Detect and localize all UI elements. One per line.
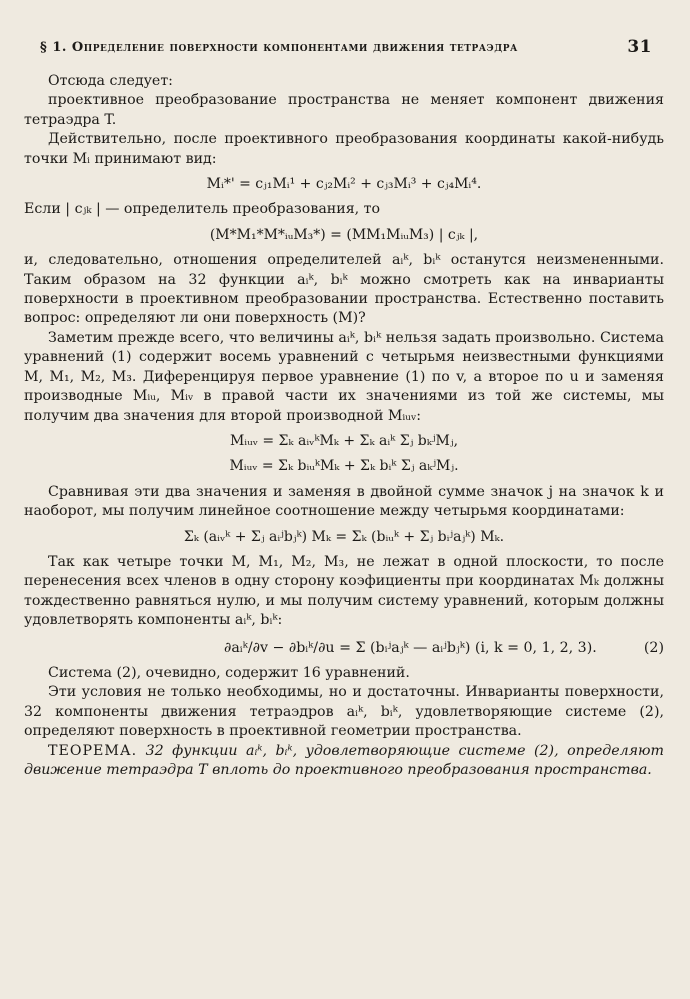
paragraph: Заметим прежде всего, что величины aᵢᵏ, bᵢᵏ нельзя задать произвольно. Система уравнений (1) содержит восемь уравнений с четырьмя неизвестными функциями M, M₁, M₂, M₃. Диференцируя первое уравнение (1) по v, а второе по u и заменяя производные Mᵢᵤ, Mᵢᵥ в правой части их значениями из той же системы, мы получим два значения для второй производной Mᵢᵤᵥ: — [24, 329, 664, 424]
numbered-equation — [24, 639, 664, 658]
paragraph: Отсюда следует: — [48, 73, 173, 89]
paragraph: Если | cⱼₖ | — определитель преобразования, то — [24, 201, 381, 218]
equation: ∂aᵢᵏ/∂v − ∂bᵢᵏ/∂u = Σ (bᵢʲaⱼᵏ — aᵢʲbⱼᵏ) (i, k = 0, 1, 2, 3). — [224, 639, 597, 656]
paragraph: Сравнивая эти два значения и заменяя в двойной сумме значок j на значок k и наоборот, мы получим линейное соотношение между четырьмя координатами: — [24, 483, 664, 520]
equation: Mᵢᵤᵥ = Σₖ aᵢᵥᵏMₖ + Σₖ aᵢᵏ Σⱼ bₖʲMⱼ, — [229, 432, 459, 449]
theorem-heading: ТЕОРЕМА. — [48, 742, 138, 759]
equation: Mᵢ*' = cⱼ₁Mᵢ¹ + cⱼ₂Mᵢ² + cⱼ₃Mᵢ³ + cⱼ₄Mᵢ⁴. — [206, 176, 482, 193]
paragraph: проективное преобразование пространства не меняет компонент движения тетраэдра T. — [24, 92, 664, 128]
header-title: § 1. Определение поверхности компонентами движения тетраэдра — [40, 40, 518, 55]
page-number: 31 — [627, 37, 652, 57]
paragraph: Система (2), очевидно, содержит 16 уравнений. — [48, 664, 410, 681]
equation: Σₖ (aᵢᵥᵏ + Σⱼ aᵢʲbⱼᵏ) Mₖ = Σₖ (bᵢᵤᵏ + Σⱼ bᵢʲaⱼᵏ) Mₖ. — [183, 528, 505, 545]
paragraph: Так как четыре точки M, M₁, M₂, M₃, не лежат в одной плоскости, то после перенесения всех членов в одну сторону коэфициенты при координатах Mₖ должны тождественно равняться нулю, и мы получим систему уравнений, которым должны удовлетворять компоненты aᵢᵏ, bᵢᵏ: — [24, 553, 664, 629]
theorem-statement: 32 функции aᵢᵏ, bᵢᵏ, удовлетворяющие системе (2), определяют движение тетраэдра T вплоть до проективного преобразования пространства. — [24, 742, 665, 778]
page-body — [24, 72, 664, 780]
equation-number: (2) — [643, 639, 664, 656]
paragraph: Действительно, после проективного преобразования координаты какой-нибудь точки Mᵢ принимают вид: — [24, 131, 664, 167]
theorem — [24, 742, 664, 781]
paragraph: и, следовательно, отношения определителей aᵢᵏ, bᵢᵏ останутся неизмененными. Таким образом на 32 функции aᵢᵏ, bᵢᵏ можно смотреть как на инварианты поверхности в проективном преобразовании пространства. Естественно поставить вопрос: определяют ли они поверхность (M)? — [24, 252, 664, 327]
equation: (M*M₁*M*ᵢᵤM₃*) = (MM₁MᵢᵤM₃) | cⱼₖ |, — [209, 226, 479, 243]
paragraph: Эти условия не только необходимы, но и достаточны. Инварианты поверхности, 32 компоненты движения тетраэдров aᵢᵏ, bᵢᵏ, удовлетворяющие системе (2), определяют поверхность в проективной геометрии пространства. — [24, 684, 664, 740]
running-header — [40, 37, 652, 59]
equation: Mᵢᵤᵥ = Σₖ bᵢᵤᵏMₖ + Σₖ bᵢᵏ Σⱼ aₖʲMⱼ. — [229, 458, 459, 475]
